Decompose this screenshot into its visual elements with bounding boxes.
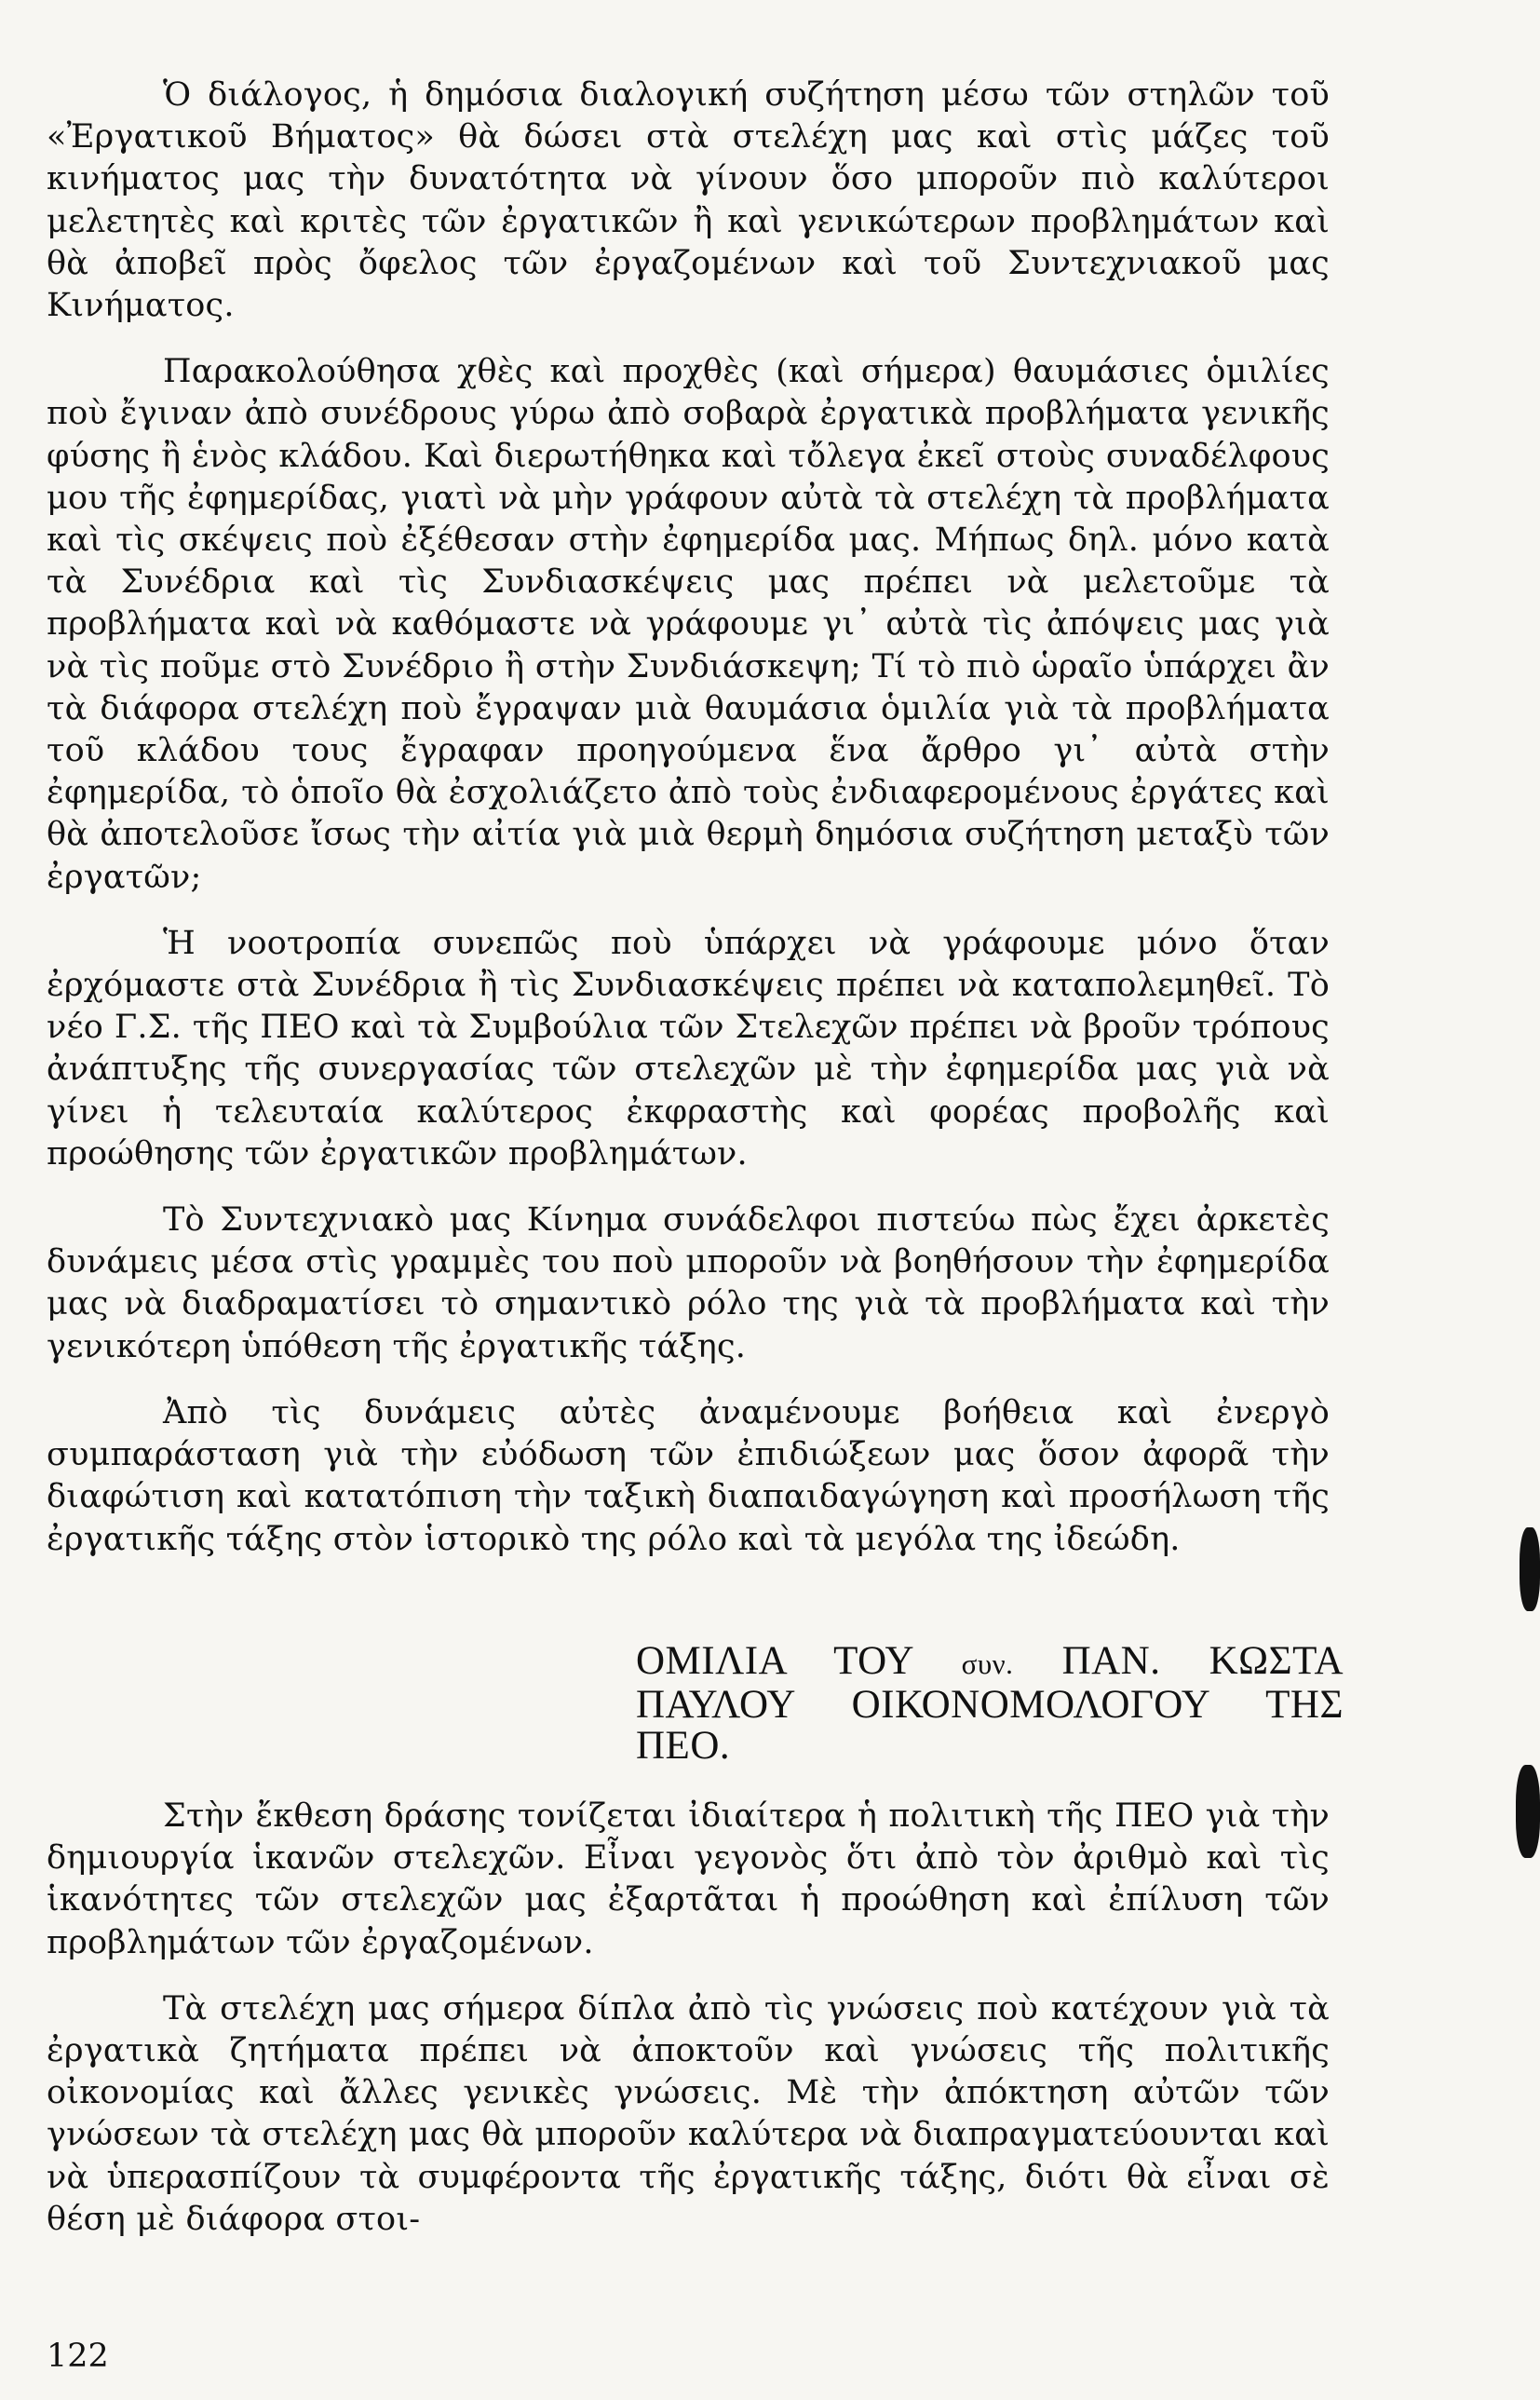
heading-part-1: ΟΜΙΛΙΑ ΤΟΥ	[636, 1639, 913, 1683]
paragraph: Τὸ Συντεχνιακὸ μας Κίνημα συνάδελφοι πιστεύω πὼς ἔχει ἀρκετὲς δυνάμεις μέσα στὶς γραμμὲς του ποὺ μποροῦν νὰ βοηθήσουν τὴν ἐφημερίδα μας νὰ διαδραματίσει τὸ σημαντικὸ ρόλο της γιὰ τὰ προβλήματα καὶ τὴν γενικότερη ὑπόθεση τῆς ἐργατικῆς τάξης.	[47, 1201, 1330, 1365]
paragraph: Στὴν ἔκθεση δράσης τονίζεται ἰδιαίτερα ἡ πολιτικὴ τῆς ΠΕΟ γιὰ τὴν δημιουργία ἱκανῶν στελεχῶν. Εἶναι γεγονὸς ὅτι ἀπὸ τὸν ἀριθμὸ καὶ τὶς ἱκανότητες τῶν στελεχῶν μας ἐξαρτᾶται ἡ προώθηση καὶ ἐπίλυση τῶν προβλημάτων τῶν ἐργαζομένων.	[47, 1797, 1330, 1961]
heading-small-word: συν.	[961, 1647, 1014, 1680]
lower-text-block	[47, 1637, 1330, 2241]
upper-text-block	[47, 75, 1330, 1561]
paragraph: Ὁ διάλογος, ἡ δημόσια διαλογική συζήτηση μέσω τῶν στηλῶν τοῦ «Ἐργατικοῦ Βήματος» θὰ δώσει στὰ στελέχη μας καὶ στὶς μάζες τοῦ κινήματος μας τὴν δυνατότητα νὰ γίνουν ὅσο μποροῦν πιὸ καλύτεροι μελετητὲς καὶ κριτὲς τῶν ἐργατικῶν ἢ καὶ γενικώτερων προβλημάτων καὶ θὰ ἀποβεῖ πρὸς ὄφελος τῶν ἐργαζομένων καὶ τοῦ Συντεχνιακοῦ μας Κινήματος.	[47, 76, 1330, 325]
scan-edge-mark	[1520, 1527, 1540, 1611]
paragraph: Ἡ νοοτροπία συνεπῶς ποὺ ὑπάρχει νὰ γράφουμε μόνο ὅταν ἐρχόμαστε στὰ Συνέδρια ἢ τὶς Συνδιασκέψεις πρέπει νὰ καταπολεμηθεῖ. Τὸ νέο Γ.Σ. τῆς ΠΕΟ καὶ τὰ Συμβούλια τῶν Στελεχῶν πρέπει νὰ βροῦν τρόπους ἀνάπτυξης τῆς συνεργασίας τῶν στελεχῶν μὲ τὴν ἐφημερίδα μας γιὰ νὰ γίνει ἡ τελευταία καλύτερος ἐκφραστὴς καὶ φορέας προβολῆς καὶ προώθησης τῶν ἐργατικῶν προβλημάτων.	[47, 924, 1330, 1173]
scan-edge-mark	[1516, 1765, 1540, 1858]
page-number: 122	[47, 2338, 109, 2375]
paragraph: Παρακολούθησα χθὲς καὶ προχθὲς (καὶ σήμερα) θαυμάσιες ὁμιλίες ποὺ ἔγιναν ἀπὸ συνέδρους γύρω ἀπὸ σοβαρὰ ἐργατικὰ προβλήματα γενικῆς φύσης ἢ ἑνὸς κλάδου. Καὶ διερωτήθηκα καὶ τὄλεγα ἐκεῖ στοὺς συναδέλφους μου τῆς ἐφημερίδας, γιατὶ νὰ μὴν γράφουν αὐτὰ τὰ στελέχη τὰ προβλήματα καὶ τὶς σκέψεις ποὺ ἐξέθεσαν στὴν ἐφημερίδα μας. Μήπως δηλ. μόνο κατὰ τὰ Συνέδρια καὶ τὶς Συνδιασκέψεις μας πρέπει νὰ μελετοῦμε τὰ προβλήματα καὶ νὰ καθόμαστε νὰ γράφουμε γι᾽ αὐτὰ τὶς ἀπόψεις μας γιὰ νὰ τὶς ποῦμε στὸ Συνέδριο ἢ στὴν Συνδιάσκεψη; Τί τὸ πιὸ ὡραῖο ὑπάρχει ἂν τὰ διάφορα στελέχη ποὺ ἔγραψαν μιὰ θαυμάσια ὁμιλία γιὰ τὰ προβλήματα τοῦ κλάδου τους ἔγραφαν προηγούμενα ἕνα ἄρθρο γι᾽ αὐτὰ στὴν ἐφημερίδα, τὸ ὁποῖο θὰ ἐσχολιάζετο ἀπὸ τοὺς ἐνδιαφερομένους ἐργάτες καὶ θὰ ἀποτελοῦσε ἴσως τὴν αἰτία γιὰ μιὰ θερμὴ δημόσια συζήτηση μεταξὺ τῶν ἐργατῶν;	[47, 353, 1330, 896]
heading-part-2: ΠΑΝ. ΚΩΣΤΑ ΠΑΥΛΟΥ ΟΙΚΟΝΟΜΟΛΟΓΟΥ ΤΗΣ ΠΕΟ.	[636, 1639, 1344, 1768]
paragraph: Τὰ στελέχη μας σήμερα δίπλα ἀπὸ τὶς γνώσεις ποὺ κατέχουν γιὰ τὰ ἐργατικὰ ζητήματα πρέπει νὰ ἀποκτοῦν καὶ γνώσεις τῆς πολιτικῆς οἰκονομίας καὶ ἄλλες γενικὲς γνώσεις. Μὲ τὴν ἀπόκτηση αὐτῶν τῶν γνώσεων τὰ στελέχη μας θὰ μποροῦν καλύτερα νὰ διαπραγματεύουνται καὶ νὰ ὑπερασπίζουν τὰ συμφέροντα τῆς ἐργατικῆς τάξης, διότι θὰ εἶναι σὲ θέση μὲ διάφορα στοι-	[47, 1989, 1330, 2238]
paragraph: Ἀπὸ τὶς δυνάμεις αὐτὲς ἀναμένουμε βοήθεια καὶ ἐνεργὸ συμπαράσταση γιὰ τὴν εὐόδωση τῶν ἐπιδιώξεων μας ὅσον ἀφορᾶ τὴν διαφώτιση καὶ κατατόπιση τὴν ταξικὴ διαπαιδαγώγηση καὶ προσήλωση τῆς ἐργατικῆς τάξης στὸν ἱστορικὸ της ρόλο καὶ τὰ μεγόλα της ἰδεώδη.	[47, 1393, 1330, 1558]
